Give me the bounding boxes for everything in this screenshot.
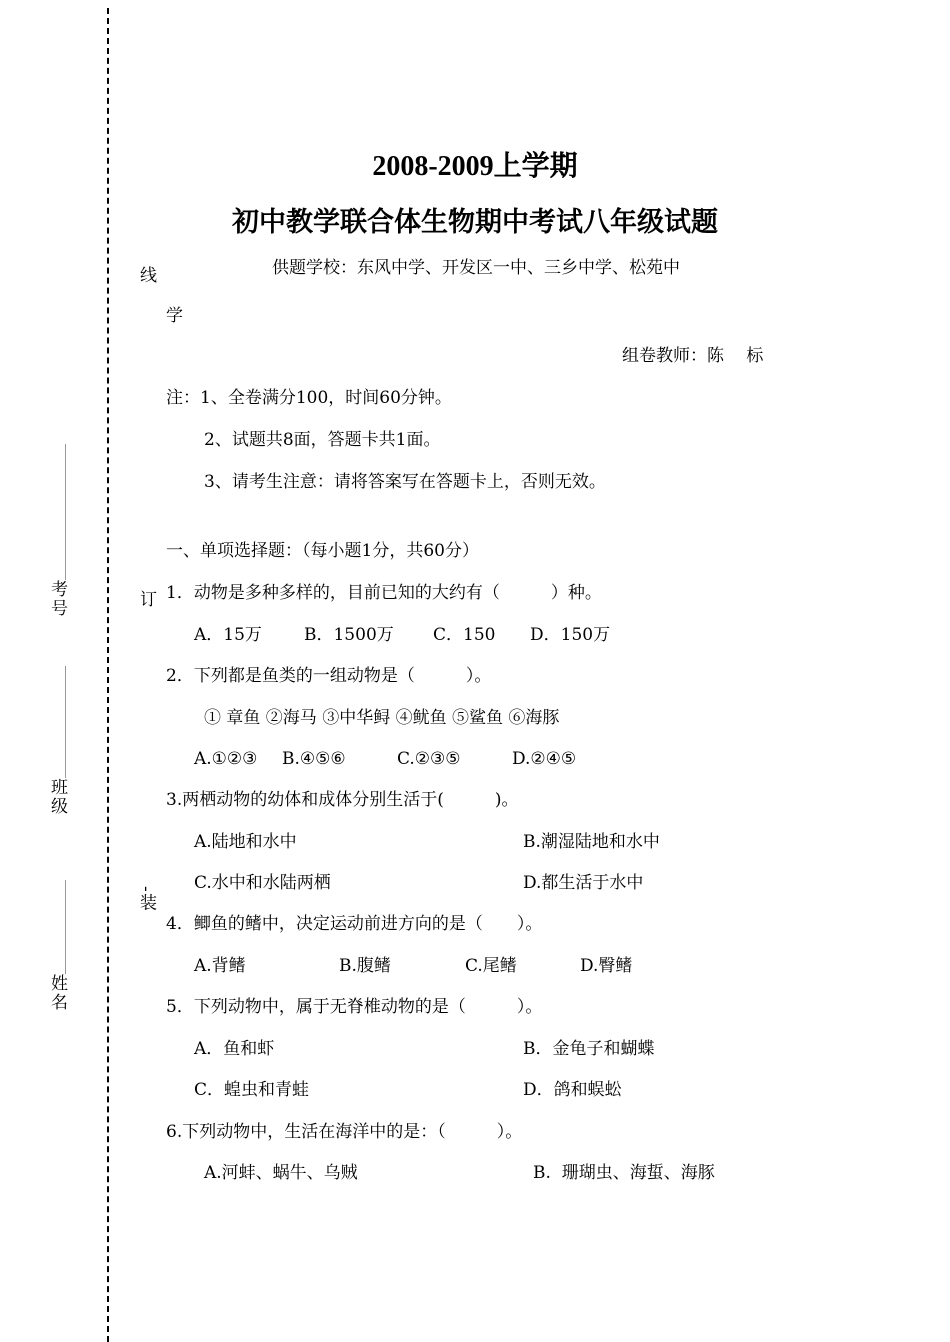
- q1-option-b: B．1500万: [304, 625, 394, 645]
- q3-option-b: B.潮湿陆地和水中: [523, 832, 660, 852]
- teacher-line: 组卷教师：陈 标: [622, 346, 764, 366]
- q2-option-d: D.②④⑤: [512, 749, 577, 769]
- q6-option-b: B. 珊瑚虫、海蜇、海豚: [533, 1163, 715, 1183]
- q3-option-c: C.水中和水陆两栖: [194, 873, 331, 893]
- title-term: 2008-2009上学期: [372, 151, 578, 182]
- question-2-stem: 2．下列都是鱼类的一组动物是（ ）。: [166, 666, 492, 686]
- class-blank[interactable]: [65, 666, 66, 778]
- q1-option-c: C．150: [433, 625, 496, 645]
- note-1: 注：1、全卷满分100，时间60分钟。: [166, 388, 452, 408]
- question-6-stem: 6.下列动物中，生活在海洋中的是：（ ）。: [166, 1122, 523, 1142]
- q1-option-a: A．15万: [194, 625, 262, 645]
- q5-option-b: B．金龟子和蝴蝶: [523, 1039, 655, 1059]
- class-label: 班级: [47, 778, 67, 816]
- cut-mark-xian: 线: [136, 266, 156, 285]
- q3-option-d: D.都生活于水中: [523, 873, 644, 893]
- q2-items: ① 章鱼 ②海马 ③中华鲟 ④鱿鱼 ⑤鲨鱼 ⑥海豚: [204, 708, 560, 728]
- q5-option-a: A．鱼和虾: [194, 1039, 275, 1059]
- q1-option-d: D．150万: [530, 625, 611, 645]
- cut-mark-zhuang: -装: [136, 886, 156, 913]
- exam-number-blank[interactable]: [65, 444, 66, 580]
- q5-option-c: C．蝗虫和青蛙: [194, 1080, 310, 1100]
- title-exam: 初中教学联合体生物期中考试八年级试题: [232, 207, 718, 238]
- schools-line: 供题学校：东风中学、开发区一中、三乡中学、松苑中: [272, 258, 680, 278]
- q5-option-d: D．鸽和蜈蚣: [523, 1080, 622, 1100]
- q6-option-a: A.河蚌、蜗牛、乌贼: [204, 1163, 358, 1183]
- q2-option-b: B.④⑤⑥: [282, 749, 346, 769]
- q3-option-a: A.陆地和水中: [194, 832, 297, 852]
- name-label: 姓名: [47, 974, 67, 1012]
- question-3-stem: 3.两栖动物的幼体和成体分别生活于( )。: [166, 790, 519, 810]
- note-3: 3、请考生注意：请将答案写在答题卡上，否则无效。: [204, 472, 606, 492]
- q4-option-c: C.尾鳍: [465, 956, 517, 976]
- question-1-stem: 1．动物是多种多样的，目前已知的大约有（ ）种。: [166, 583, 602, 603]
- q4-option-a: A.背鳍: [194, 956, 246, 976]
- section-title: 一、单项选择题：（每小题1分，共60分）: [166, 541, 479, 561]
- question-4-stem: 4．鲫鱼的鳍中，决定运动前进方向的是（ ）。: [166, 914, 543, 934]
- q4-option-d: D.臀鳍: [580, 956, 633, 976]
- exam-number-label: 考号: [47, 580, 67, 618]
- name-blank[interactable]: [65, 880, 66, 974]
- schools-wrap: 学: [166, 306, 183, 326]
- q2-option-c: C.②③⑤: [397, 749, 461, 769]
- note-2: 2、试题共8面，答题卡共1面。: [204, 430, 441, 450]
- question-5-stem: 5．下列动物中，属于无脊椎动物的是（ ）。: [166, 997, 543, 1017]
- cut-mark-ding: 订: [136, 590, 156, 609]
- q2-option-a: A.①②③: [194, 749, 258, 769]
- q4-option-b: B.腹鳍: [339, 956, 391, 976]
